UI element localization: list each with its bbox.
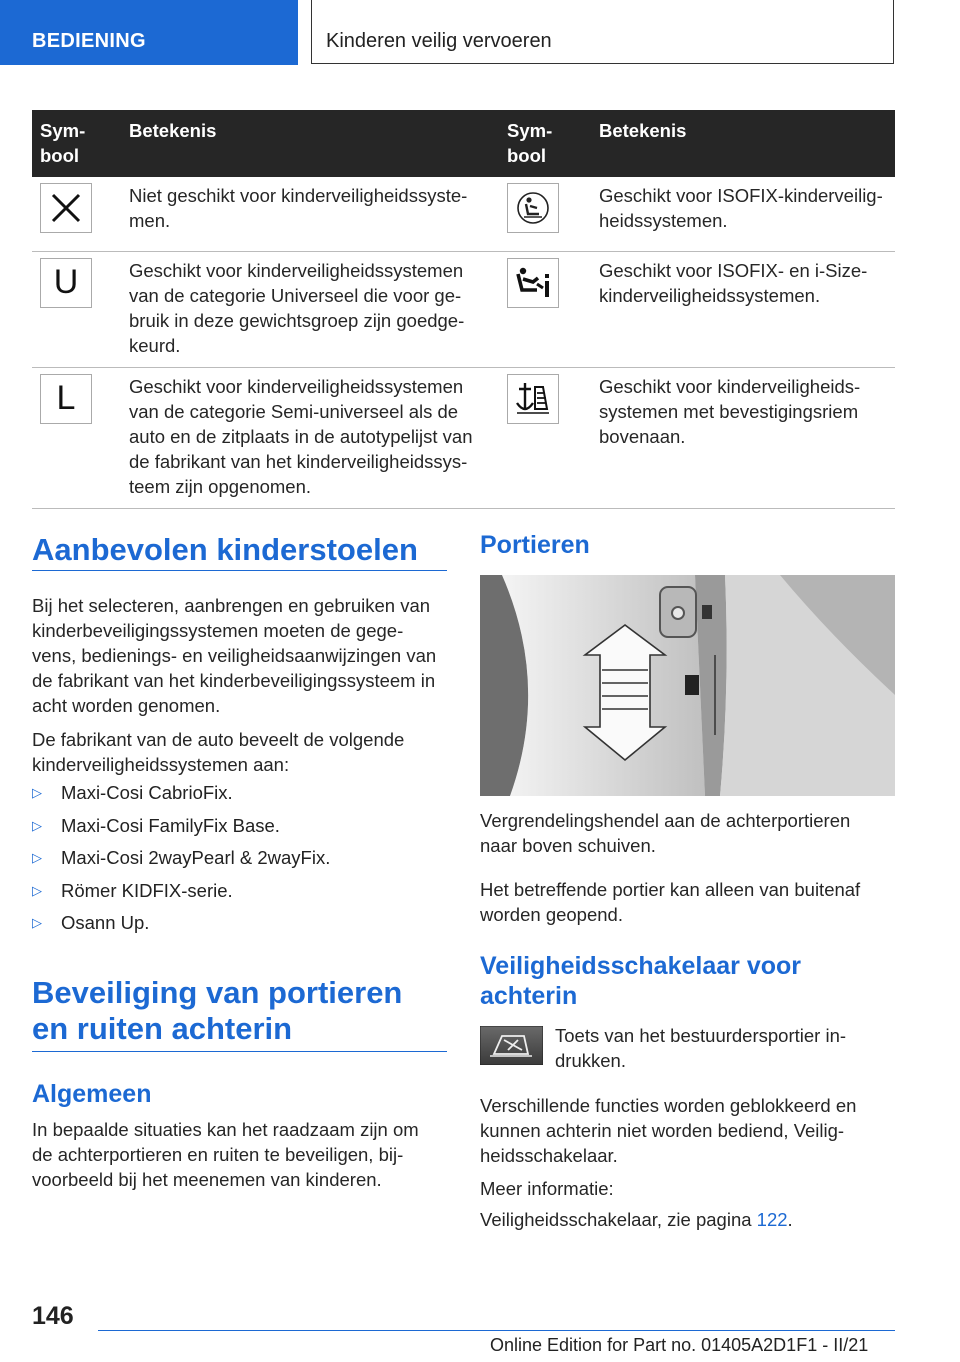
section-tab (0, 0, 298, 65)
heading-rule (32, 570, 447, 571)
recommended-seats-list (32, 780, 330, 943)
triangle-bullet-icon: ▷ (32, 915, 42, 930)
triangle-bullet-icon: ▷ (32, 850, 42, 865)
section-label: BEDIENING (32, 30, 146, 52)
key-instruction: Toets van het bestuurdersportier in- drukken. (555, 1025, 847, 1071)
table-row (32, 251, 895, 367)
list-item: ▷ Maxi-Cosi FamilyFix Base. (32, 814, 280, 836)
meaning-text: Geschikt voor kinderveiligheidssystemen van de categorie Semi-universeel als de auto en de zitplaats in de autotypelijst van de fabrikant van het kinderveiligheidssys- teem zijn opgenomen. (121, 367, 499, 508)
cross-icon (40, 183, 92, 233)
table-header-row (32, 110, 895, 177)
triangle-bullet-icon: ▷ (32, 882, 42, 898)
header-symbol: Sym- bool (499, 110, 591, 177)
triangle-bullet-icon: ▷ (32, 785, 42, 800)
meaning-text: Geschikt voor kinderveiligheids- systemen met bevestigingsriem bovenaan. (591, 367, 895, 508)
list-item: ▷ Römer KIDFIX-serie. (32, 879, 233, 901)
header-meaning: Betekenis (591, 110, 895, 177)
symbol-table (32, 110, 895, 509)
list-item: ▷ Osann Up. (32, 912, 150, 933)
schakelaar-paragraph: Verschillende functies worden geblokkeerd en kunnen achterin niet worden bediend, Veilig- heidsschakelaar. (480, 1095, 857, 1166)
isofix-seat-icon (507, 183, 559, 233)
list-item: ▷ Maxi-Cosi CabrioFix. (32, 782, 233, 803)
photo-caption: Vergrendelingshendel aan de achterportieren naar boven schuiven. (480, 810, 851, 856)
meaning-text: Geschikt voor ISOFIX- en i-Size- kinderveiligheidssystemen. (591, 251, 895, 367)
page-link[interactable]: 122 (756, 1209, 788, 1230)
subheading-algemeen: Algemeen (32, 1080, 152, 1108)
top-tether-icon (507, 374, 559, 424)
intro-paragraph: Bij het selecteren, aanbrengen en gebruiken van kinderbeveiligingssystemen moeten de gege- vens, bedienings- en veiligheidsaanwijzingen van de fabrikant van het kinderbeveiligingssysteem in acht worden genomen. (32, 595, 437, 716)
list-item: ▷ Maxi-Cosi 2wayPearl & 2wayFix. (32, 847, 331, 868)
heading-beveiliging: Beveiliging van portieren en ruiten achterin (32, 975, 403, 1046)
header-symbol: Sym- bool (32, 110, 121, 177)
letter-u-icon: U (40, 258, 92, 308)
heading-aanbevolen-kinderstoelen: Aanbevolen kinderstoelen (32, 532, 418, 567)
chapter-tab (311, 0, 894, 64)
triangle-bullet-icon: ▷ (32, 817, 42, 833)
page-number: 146 (32, 1302, 74, 1330)
chapter-title: Kinderen veilig vervoeren (326, 30, 552, 52)
child-lock-button-icon (480, 1026, 543, 1065)
meaning-text: Geschikt voor kinderveiligheidssystemen van de categorie Universeel die voor ge- bruik in deze gewichtsgroep zijn goedge- keurd. (121, 251, 499, 367)
algemeen-paragraph: In bepaalde situaties kan het raadzaam zijn om de achterportieren en ruiten te beveiligen, bij- voorbeeld bij het meenemen van kinderen. (32, 1119, 419, 1190)
door-lock-illustration (480, 575, 895, 796)
more-info-label: Meer informatie: (480, 1178, 614, 1199)
isize-seat-icon (507, 258, 559, 308)
footer-rule (98, 1330, 895, 1331)
cross-reference: Veiligheidsschakelaar, zie pagina 122. (480, 1209, 793, 1230)
heading-rule (32, 1051, 447, 1052)
edition-note: Online Edition for Part no. 01405A2D1F1 - II/21 (490, 1335, 869, 1355)
meaning-text: Niet geschikt voor kinderveiligheidssyste- men. (121, 177, 499, 251)
table-row (32, 367, 895, 508)
portieren-paragraph: Het betreffende portier kan alleen van buitenaf worden geopend. (480, 879, 861, 925)
header-meaning: Betekenis (121, 110, 499, 177)
meaning-text: Geschikt voor ISOFIX-kinderveilig- heidssystemen. (591, 177, 895, 251)
lead-paragraph: De fabrikant van de auto beveelt de volgende kinderveiligheidssystemen aan: (32, 729, 405, 775)
heading-veiligheidsschakelaar: Veiligheidsschakelaar voor achterin (480, 952, 801, 1010)
table-row (32, 177, 895, 251)
letter-l-icon: L (40, 374, 92, 424)
heading-portieren: Portieren (480, 531, 590, 559)
